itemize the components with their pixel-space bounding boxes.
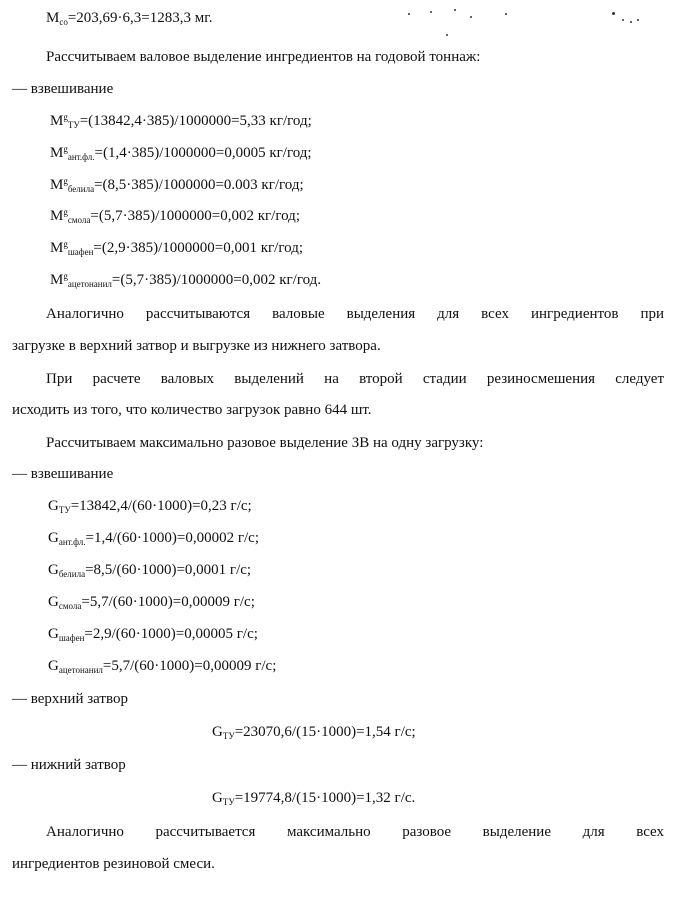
- formula-max-smola: $G_{смола}=5,7/(60\cdot 1000)=0,00009$ г/с;: [48, 594, 255, 611]
- subscript: смола: [58, 601, 82, 611]
- formula-m-co: [46, 8, 212, 28]
- scan-speck: [630, 21, 632, 23]
- expression: =(5,7·385)/1000000=0,002 кг/год.: [111, 272, 322, 288]
- paragraph-second-stage-line2: исходить из того, что количество загрузок равно 644 шт.: [12, 402, 372, 418]
- scan-speck: [637, 19, 639, 21]
- paragraph-annual-intro: Рассчитываем валовое выделение ингредиентов на годовой тоннаж:: [46, 49, 481, 65]
- formula-max-antfl: $G_{ант.фл.}=1,4/(60\cdot 1000)=0,00002$ г/с;: [48, 530, 259, 547]
- paragraph-analogous-max-line2: ингредиентов резиновой смеси.: [12, 856, 215, 872]
- scan-speck: [446, 34, 448, 36]
- scan-speck: [430, 11, 432, 13]
- symbol: M: [46, 10, 60, 26]
- subscript: белила: [58, 569, 86, 579]
- expression: =203,69·6,3=1283,3 мг.: [67, 10, 213, 26]
- expression: =5,7/(60·1000)=0,00009 г/с;: [81, 594, 255, 610]
- expression: =(2,9·385)/1000000=0,001 кг/год;: [93, 240, 303, 256]
- subscript: ТУ: [222, 731, 235, 741]
- formula-annual-tu: $M^g_{ТУ}=(13842,4\cdot 385)/1000000=5,33$ кг/год;: [50, 112, 312, 130]
- subscript: ант.фл.: [67, 152, 95, 162]
- paragraph-analogous-max-line1: Аналогично рассчитывается максимально разовое выделение для всех: [46, 824, 664, 840]
- subscript: ацетонанил: [58, 665, 103, 675]
- superscript: g: [63, 271, 68, 281]
- paragraph-max-intro: Рассчитываем максимально разовое выделение ЗВ на одну загрузку:: [46, 435, 484, 451]
- subscript: белила: [67, 184, 95, 194]
- expression: =8,5/(60·1000)=0,0001 г/с;: [85, 562, 252, 578]
- subscript: ТУ: [67, 120, 80, 130]
- formula-max-shafen: $G_{шафен}=2,9/(60\cdot 1000)=0,00005$ г/с;: [48, 626, 258, 643]
- formula-max-acetonanil: $G_{ацетонанил}=5,7/(60\cdot 1000)=0,00009$ г/с;: [48, 658, 277, 675]
- formula-annual-antfl: $M^g_{ант.фл.}=(1,4\cdot 385)/1000000=0,0005$ кг/год;: [50, 144, 312, 162]
- superscript: g: [63, 112, 68, 122]
- subscript: шафен: [58, 633, 85, 643]
- expression: =5,7/(60·1000)=0,00009 г/с;: [102, 658, 277, 674]
- expression: =(13842,4·385)/1000000=5,33 кг/год;: [79, 113, 312, 129]
- paragraph-analogous-annual-line1: Аналогично рассчитываются валовые выделения для всех ингредиентов при: [46, 306, 664, 322]
- superscript: g: [63, 207, 68, 217]
- scan-speck: [612, 12, 615, 15]
- heading-bottom-gate: –– нижний затвор: [12, 757, 126, 773]
- heading-weighing-annual: –– взвешивание: [12, 81, 114, 97]
- expression: =13842,4/(60·1000)=0,23 г/с;: [70, 498, 252, 514]
- scan-speck: [470, 16, 472, 18]
- expression: =(5,7·385)/1000000=0,002 кг/год;: [90, 208, 300, 224]
- formula-annual-belila: $M^g_{белила}=(8,5\cdot 385)/1000000=0.003$ кг/год;: [50, 176, 304, 194]
- scan-speck: [454, 9, 456, 11]
- expression: =23070,6/(15·1000)=1,54 г/с;: [234, 724, 416, 740]
- expression: =19774,8/(15·1000)=1,32 г/с.: [234, 790, 416, 806]
- formula-annual-smola: $M^g_{смола}=(5,7\cdot 385)/1000000=0,002$ кг/год;: [50, 207, 300, 225]
- scan-speck: [505, 13, 507, 15]
- subscript: со: [59, 17, 68, 27]
- superscript: g: [63, 144, 68, 154]
- subscript: смола: [67, 215, 91, 225]
- expression: =2,9/(60·1000)=0,00005 г/с;: [84, 626, 258, 642]
- subscript: шафен: [67, 247, 94, 257]
- heading-top-gate: –– верхний затвор: [12, 691, 128, 707]
- subscript: ТУ: [58, 505, 71, 515]
- subscript: ТУ: [222, 797, 235, 807]
- paragraph-analogous-annual-line2: загрузке в верхний затвор и выгрузке из нижнего затвора.: [12, 338, 381, 354]
- paragraph-second-stage-line1: При расчете валовых выделений на второй стадии резиносмешения следует: [46, 371, 664, 387]
- subscript: ант.фл.: [58, 537, 86, 547]
- formula-annual-shafen: $M^g_{шафен}=(2,9\cdot 385)/1000000=0,001$ кг/год;: [50, 239, 303, 257]
- heading-weighing-max: –– взвешивание: [12, 466, 114, 482]
- formula-annual-acetonanil: $M^g_{ацетонанил}=(5,7\cdot 385)/1000000=0,002$ кг/год.: [50, 271, 322, 289]
- formula-bottom-gate: $G_{ТУ}=19774,8/(15\cdot 1000)=1,32$ г/с.: [212, 790, 416, 807]
- superscript: g: [63, 239, 68, 249]
- expression: =(8,5·385)/1000000=0.003 кг/год;: [94, 177, 304, 193]
- formula-max-belila: $G_{белила}=8,5/(60\cdot 1000)=0,0001$ г/с;: [48, 562, 252, 579]
- expression: =(1,4·385)/1000000=0,0005 кг/год;: [94, 145, 312, 161]
- formula-max-tu: $G_{ТУ}=13842,4/(60\cdot 1000)=0,23$ г/с;: [48, 498, 252, 515]
- scan-speck: [408, 13, 410, 15]
- scan-speck: [622, 19, 624, 21]
- subscript: ацетонанил: [67, 279, 112, 289]
- expression: =1,4/(60·1000)=0,00002 г/с;: [85, 530, 259, 546]
- formula-top-gate: $G_{ТУ}=23070,6/(15\cdot 1000)=1,54$ г/с;: [212, 724, 416, 741]
- superscript: g: [63, 176, 68, 186]
